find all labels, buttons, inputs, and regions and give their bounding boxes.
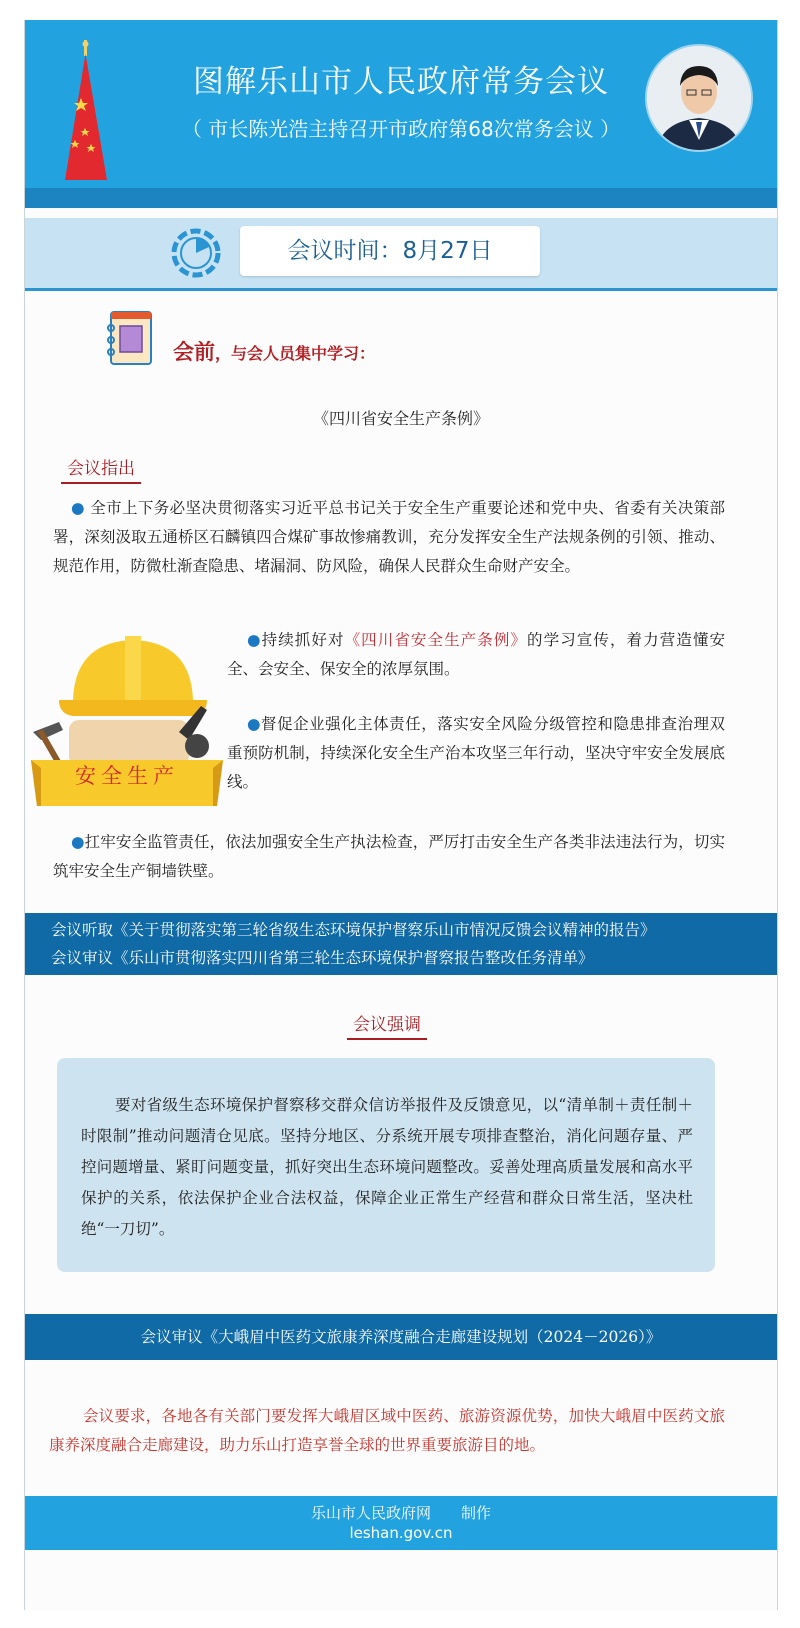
section-heading-emphasized: 会议强调 bbox=[347, 1010, 427, 1040]
paragraph-4 bbox=[53, 828, 725, 886]
bullet-icon: ● bbox=[247, 715, 262, 733]
meeting-time: 会议时间：8月27日 bbox=[240, 226, 540, 276]
infographic bbox=[24, 20, 778, 1610]
emphasis-box bbox=[57, 1058, 715, 1272]
meeting-time-band bbox=[25, 218, 777, 291]
footer-org: 乐山市人民政府网 bbox=[310, 1504, 431, 1522]
paragraph-1 bbox=[53, 494, 725, 581]
paragraph-3 bbox=[227, 710, 725, 797]
plan-band: 会议审议《大峨眉中医药文旅康养深度融合走廊建设规划（2024－2026）》 bbox=[25, 1314, 777, 1360]
header-banner bbox=[25, 20, 777, 188]
footer-made: 制作 bbox=[461, 1504, 492, 1522]
clock-gear-icon bbox=[165, 222, 227, 284]
paragraph-4-text: 扛牢安全监管责任，依法加强安全生产执法检查，严厉打击安全生产各类非法违法行为，切实筑牢安全生产铜墙铁壁。 bbox=[53, 833, 725, 880]
avatar bbox=[647, 46, 751, 150]
paragraph-2-highlight: 《四川省安全生产条例》 bbox=[344, 631, 528, 649]
safety-badge-text: 安全生产 bbox=[75, 764, 179, 788]
portrait-icon bbox=[647, 46, 751, 150]
bullet-icon: ● bbox=[71, 833, 85, 851]
paragraph-2-text-a: 持续抓好对 bbox=[261, 631, 345, 649]
notebook-icon bbox=[103, 310, 155, 368]
paragraph-3-text: 督促企业强化主体责任，落实安全风险分级管控和隐患排查治理双重预防机制，持续深化安全生产治本攻坚三年行动，坚决守牢安全发展底线。 bbox=[227, 715, 725, 791]
requirement-text: 会议要求，各地各有关部门要发挥大峨眉区域中医药、旅游资源优势，加快大峨眉中医药文旅康养深度融合走廊建设，助力乐山打造享誉全球的世界重要旅游目的地。 bbox=[49, 1407, 725, 1454]
report-line-2: 会议审议《乐山市贯彻落实四川省第三轮生态环境保护督察报告整改任务清单》 bbox=[51, 949, 594, 967]
header-strip bbox=[25, 188, 777, 208]
footer-url: leshan.gov.cn bbox=[349, 1524, 453, 1542]
before-meeting-desc: ，与会人员集中学习： bbox=[215, 344, 376, 363]
paragraph-2 bbox=[227, 626, 725, 684]
bullet-icon: ● bbox=[247, 631, 262, 649]
page-subtitle: （ 市长陈光浩主持召开市政府第68次常务会议 ） bbox=[181, 117, 621, 141]
regulation-title: 《四川省安全生产条例》 bbox=[312, 409, 489, 428]
footer bbox=[25, 1496, 777, 1550]
bullet-icon: ● bbox=[71, 499, 91, 517]
reports-band bbox=[25, 913, 777, 975]
emphasis-text: 要对省级生态环境保护督察移交群众信访举报件及反馈意见，以“清单制＋责任制＋时限制”推动问题清仓见底。坚持分地区、分系统开展专项排查整治，消化问题存量、严控问题增量、紧盯问题变量，抓好突出生态环境问题整改。妥善处理高质量发展和高水平保护的关系，依法保护企业合法权益，保障企业正常生产经营和群众日常生活，坚决杜绝“一刀切”。 bbox=[81, 1096, 693, 1238]
before-meeting-title: 会前 bbox=[173, 340, 215, 364]
page-title: 图解乐山市人民政府常务会议 bbox=[193, 64, 609, 100]
paragraph-2-text-b: 的学习宣传，着力营造懂安全、会安全、保安全的浓厚氛围。 bbox=[227, 631, 725, 678]
before-meeting bbox=[173, 336, 375, 366]
paragraph-1-text: 全市上下务必坚决贯彻落实习近平总书记关于安全生产重要论述和党中央、省委有关决策部署，深刻汲取五通桥区石麟镇四合煤矿事故惨痛教训，充分发挥安全生产法规条例的引领、推动、规范作用，防微杜渐查隐患、堵漏洞、防风险，确保人民群众生命财产安全。 bbox=[53, 499, 725, 575]
section-heading-pointed-out: 会议指出 bbox=[61, 454, 141, 484]
report-line-1: 会议听取《关于贯彻落实第三轮省级生态环境保护督察乐山市情况反馈会议精神的报告》 bbox=[51, 921, 656, 939]
